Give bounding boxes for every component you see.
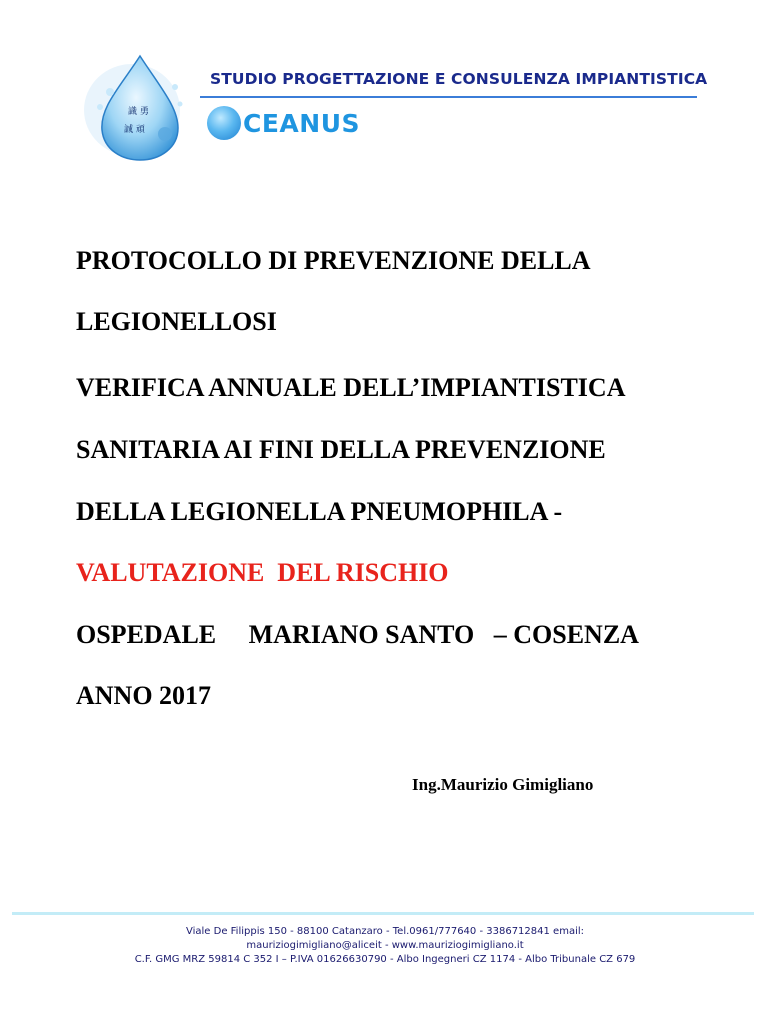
title-line-5: DELLA LEGIONELLA PNEUMOPHILA - (76, 497, 563, 526)
brand-name: CEANUS (243, 108, 361, 138)
header-rule (200, 96, 697, 98)
footer-address: Viale De Filippis 150 - 88100 Catanzaro - Tel.0961/777640 - 3386712841 email: (185, 926, 584, 937)
svg-text:識 勇: 識 勇 (128, 107, 149, 117)
footer-registration: C.F. GMG MRZ 59814 C 352 I – P.IVA 01626630790 - Albo Ingegneri CZ 1174 - Albo Tribunale CZ 679 (134, 954, 636, 965)
title-line-2: LEGIONELLOSI (76, 307, 277, 336)
studio-name: STUDIO PROGETTAZIONE E CONSULENZA IMPIANTISTICA (210, 70, 708, 88)
author-name: Ing.Maurizio Gimigliano (412, 775, 594, 794)
title-line-8-year: ANNO 2017 (76, 681, 212, 710)
title-line-6-risk: VALUTAZIONE DEL RISCHIO (76, 558, 449, 587)
water-drop-logo (80, 52, 200, 162)
title-line-7-hospital: OSPEDALE MARIANO SANTO – COSENZA (76, 620, 639, 649)
title-line-4: SANITARIA AI FINI DELLA PREVENZIONE (76, 435, 606, 464)
brand-logo (207, 104, 360, 142)
title-line-3: VERIFICA ANNUALE DELL’IMPIANTISTICA (76, 373, 626, 402)
svg-text:誠 頑: 誠 頑 (124, 125, 145, 135)
footer-rule (12, 912, 754, 915)
title-line-1: PROTOCOLLO DI PREVENZIONE DELLA (76, 246, 591, 275)
footer-contacts: mauriziogimigliano@aliceit - www.mauriziogimigliano.it (246, 940, 524, 951)
globe-icon (207, 106, 241, 140)
